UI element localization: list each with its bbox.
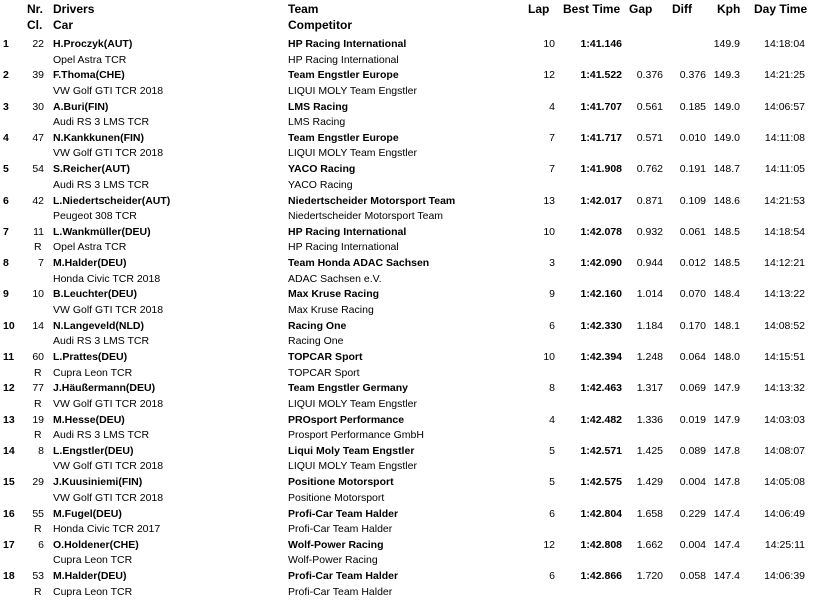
- table-row: [0, 350, 829, 381]
- table-row: [0, 475, 829, 506]
- gap: 0.561: [636, 100, 663, 113]
- day-time: 14:18:54: [764, 225, 805, 238]
- day-time: 14:21:25: [764, 69, 805, 82]
- team-name: Niedertscheider Motorsport Team: [288, 194, 456, 207]
- speed-kph: 148.4: [713, 288, 740, 301]
- gap: 1.014: [636, 288, 663, 301]
- lap-count: 12: [543, 69, 555, 82]
- position: 17: [3, 538, 15, 551]
- best-time: 1:42.575: [580, 476, 622, 489]
- driver-name: S.Reicher(AUT): [53, 163, 131, 176]
- lap-count: 7: [549, 163, 555, 176]
- lap-count: 7: [549, 131, 555, 144]
- position: 1: [3, 38, 9, 50]
- table-row: [0, 100, 829, 131]
- speed-kph: 149.9: [713, 38, 740, 50]
- team-name: Team Engstler Germany: [288, 382, 409, 395]
- position: 8: [3, 257, 9, 270]
- header-kph: Kph: [717, 2, 741, 16]
- speed-kph: 147.4: [713, 507, 740, 520]
- position: 7: [3, 225, 9, 238]
- table-row: [0, 37, 829, 68]
- driver-name: M.Halder(DEU): [53, 570, 127, 583]
- driver-name: J.Häußermann(DEU): [53, 382, 156, 395]
- header-lap: Lap: [528, 2, 550, 16]
- lap-count: 5: [549, 476, 555, 489]
- day-time: 14:08:07: [764, 444, 805, 457]
- position: 13: [3, 413, 15, 426]
- lap-count: 6: [549, 319, 555, 332]
- gap: 1.248: [636, 351, 663, 363]
- team-name: Profi-Car Team Halder: [288, 570, 399, 583]
- speed-kph: 147.4: [713, 570, 740, 583]
- diff: 0.061: [679, 225, 706, 238]
- car-number: 53: [32, 570, 44, 583]
- best-time: 1:42.090: [580, 257, 622, 270]
- position: 5: [3, 163, 9, 176]
- gap: 1.720: [636, 570, 663, 583]
- lap-count: 6: [549, 507, 555, 520]
- team-name: HP Racing International: [288, 38, 407, 50]
- lap-count: 12: [543, 538, 555, 551]
- position: 3: [3, 100, 9, 113]
- car-number: 54: [32, 163, 44, 176]
- position: 10: [3, 319, 15, 332]
- team-name: TOPCAR Sport: [288, 351, 363, 363]
- car-model: VW Golf GTI TCR 2018: [53, 397, 164, 410]
- gap: 0.762: [636, 163, 663, 176]
- car-model: VW Golf GTI TCR 2018: [53, 147, 164, 160]
- driver-name: J.Kuusiniemi(FIN): [53, 476, 143, 489]
- header-car: Car: [53, 18, 74, 32]
- driver-name: L.Wankmüller(DEU): [53, 225, 151, 238]
- car-model: Honda Civic TCR 2018: [53, 272, 161, 285]
- car-number: 8: [38, 444, 44, 457]
- speed-kph: 147.8: [713, 444, 740, 457]
- team-name: Team Engstler Europe: [288, 131, 399, 144]
- driver-name: L.Prattes(DEU): [53, 351, 128, 363]
- gap: 0.871: [636, 194, 663, 207]
- gap: 0.571: [636, 131, 663, 144]
- car-number: 42: [32, 194, 44, 207]
- team-name: Team Engstler Europe: [288, 69, 399, 82]
- best-time: 1:41.146: [580, 38, 622, 50]
- car-model: Cupra Leon TCR: [53, 585, 133, 598]
- header-team: Team: [288, 2, 319, 16]
- driver-name: F.Thoma(CHE): [53, 69, 125, 82]
- lap-count: 3: [549, 257, 555, 270]
- competitor-name: Max Kruse Racing: [288, 303, 374, 316]
- class-marker: R: [34, 585, 42, 598]
- lap-count: 6: [549, 570, 555, 583]
- table-row: [0, 287, 829, 318]
- speed-kph: 148.5: [713, 257, 740, 270]
- best-time: 1:42.463: [580, 382, 622, 395]
- car-number: 60: [32, 351, 44, 363]
- team-name: Racing One: [288, 319, 347, 332]
- table-row: [0, 162, 829, 193]
- team-name: Profi-Car Team Halder: [288, 507, 399, 520]
- table-row: [0, 131, 829, 162]
- gap: 0.376: [636, 69, 663, 82]
- car-model: Audi RS 3 LMS TCR: [53, 429, 150, 442]
- team-name: YACO Racing: [288, 163, 356, 176]
- car-model: Audi RS 3 LMS TCR: [53, 178, 150, 191]
- table-row: [0, 413, 829, 444]
- driver-name: N.Kankkunen(FIN): [53, 131, 145, 144]
- class-marker: R: [34, 429, 42, 442]
- speed-kph: 149.0: [713, 131, 740, 144]
- speed-kph: 147.9: [713, 413, 740, 426]
- diff: 0.019: [679, 413, 706, 426]
- best-time: 1:41.717: [580, 131, 622, 144]
- lap-count: 9: [549, 288, 555, 301]
- lap-count: 4: [549, 413, 555, 426]
- speed-kph: 148.0: [713, 351, 740, 363]
- driver-name: H.Proczyk(AUT): [53, 38, 133, 50]
- header-gap: Gap: [629, 2, 653, 16]
- gap: 1.425: [636, 444, 663, 457]
- team-name: Wolf-Power Racing: [288, 538, 384, 551]
- car-number: 29: [32, 476, 44, 489]
- competitor-name: Positione Motorsport: [288, 491, 385, 504]
- car-model: VW Golf GTI TCR 2018: [53, 460, 164, 473]
- diff: 0.012: [679, 257, 706, 270]
- lap-count: 13: [543, 194, 555, 207]
- diff: 0.170: [679, 319, 706, 332]
- car-number: 55: [32, 507, 44, 520]
- car-model: Cupra Leon TCR: [53, 554, 133, 567]
- car-number: 30: [32, 100, 44, 113]
- diff: 0.089: [679, 444, 706, 457]
- car-model: Opel Astra TCR: [53, 53, 127, 66]
- speed-kph: 149.3: [713, 69, 740, 82]
- best-time: 1:42.160: [580, 288, 622, 301]
- best-time: 1:41.908: [580, 163, 622, 176]
- competitor-name: TOPCAR Sport: [288, 366, 360, 379]
- header-nr: Nr.: [27, 2, 44, 16]
- car-model: VW Golf GTI TCR 2018: [53, 303, 164, 316]
- car-number: 10: [32, 288, 44, 301]
- team-name: PROsport Performance: [288, 413, 405, 426]
- diff: 0.010: [679, 131, 706, 144]
- diff: 0.070: [679, 288, 706, 301]
- diff: 0.064: [679, 351, 706, 363]
- competitor-name: Wolf-Power Racing: [288, 554, 378, 567]
- diff: 0.191: [679, 163, 706, 176]
- gap: 1.336: [636, 413, 663, 426]
- competitor-name: HP Racing International: [288, 53, 399, 66]
- table-row: [0, 68, 829, 99]
- best-time: 1:42.482: [580, 413, 622, 426]
- car-model: Audi RS 3 LMS TCR: [53, 116, 150, 129]
- header-cl: Cl.: [27, 18, 43, 32]
- car-number: 7: [38, 257, 44, 270]
- competitor-name: Racing One: [288, 335, 344, 348]
- table-row: [0, 538, 829, 569]
- position: 14: [3, 444, 15, 457]
- car-number: 77: [32, 382, 44, 395]
- best-time: 1:42.571: [580, 444, 622, 457]
- class-marker: R: [34, 241, 42, 254]
- day-time: 14:18:04: [764, 38, 805, 50]
- car-model: Peugeot 308 TCR: [53, 210, 137, 222]
- best-time: 1:42.866: [580, 570, 622, 583]
- team-name: LMS Racing: [288, 100, 349, 113]
- best-time: 1:42.808: [580, 538, 622, 551]
- best-time: 1:41.522: [580, 69, 622, 82]
- header-competitor: Competitor: [288, 18, 352, 32]
- speed-kph: 148.6: [713, 194, 740, 207]
- driver-name: M.Fugel(DEU): [53, 507, 122, 520]
- gap: 1.662: [636, 538, 663, 551]
- competitor-name: LIQUI MOLY Team Engstler: [288, 84, 417, 97]
- lap-count: 5: [549, 444, 555, 457]
- best-time: 1:42.330: [580, 319, 622, 332]
- day-time: 14:06:49: [764, 507, 805, 520]
- header-diff: Diff: [672, 2, 692, 16]
- driver-name: M.Halder(DEU): [53, 257, 127, 270]
- car-number: 19: [32, 413, 44, 426]
- car-number: 39: [32, 69, 44, 82]
- diff: 0.185: [679, 100, 706, 113]
- car-number: 22: [32, 38, 44, 50]
- gap: 1.317: [636, 382, 663, 395]
- diff: 0.109: [679, 194, 706, 207]
- driver-name: A.Buri(FIN): [53, 100, 109, 113]
- gap: 1.658: [636, 507, 663, 520]
- speed-kph: 148.7: [713, 163, 740, 176]
- table-row: [0, 256, 829, 287]
- team-name: Positione Motorsport: [288, 476, 394, 489]
- day-time: 14:21:53: [764, 194, 805, 207]
- car-model: VW Golf GTI TCR 2018: [53, 491, 164, 504]
- competitor-name: LIQUI MOLY Team Engstler: [288, 460, 417, 473]
- team-name: Max Kruse Racing: [288, 288, 380, 301]
- car-number: 6: [38, 538, 44, 551]
- diff: 0.069: [679, 382, 706, 395]
- lap-count: 10: [543, 38, 555, 50]
- competitor-name: Profi-Car Team Halder: [288, 523, 393, 535]
- class-marker: R: [34, 523, 42, 535]
- best-time: 1:41.707: [580, 100, 622, 113]
- best-time: 1:42.017: [580, 194, 622, 207]
- speed-kph: 148.1: [713, 319, 740, 332]
- day-time: 14:06:39: [764, 570, 805, 583]
- day-time: 14:13:32: [764, 382, 805, 395]
- position: 4: [3, 131, 9, 144]
- table-row: [0, 507, 829, 538]
- speed-kph: 147.4: [713, 538, 740, 551]
- best-time: 1:42.394: [580, 351, 622, 363]
- lap-count: 8: [549, 382, 555, 395]
- driver-name: M.Hesse(DEU): [53, 413, 125, 426]
- speed-kph: 147.9: [713, 382, 740, 395]
- speed-kph: 149.0: [713, 100, 740, 113]
- car-number: 47: [32, 131, 44, 144]
- car-model: Opel Astra TCR: [53, 241, 127, 254]
- diff: 0.004: [679, 476, 706, 489]
- day-time: 14:13:22: [764, 288, 805, 301]
- diff: 0.376: [679, 69, 706, 82]
- position: 11: [3, 351, 15, 363]
- competitor-name: Prosport Performance GmbH: [288, 429, 424, 442]
- speed-kph: 148.5: [713, 225, 740, 238]
- position: 9: [3, 288, 9, 301]
- table-row: [0, 444, 829, 475]
- driver-name: N.Langeveld(NLD): [53, 319, 145, 332]
- car-model: Audi RS 3 LMS TCR: [53, 335, 150, 348]
- driver-name: L.Engstler(DEU): [53, 444, 134, 457]
- gap: 1.429: [636, 476, 663, 489]
- gap: 0.944: [636, 257, 663, 270]
- table-row: [0, 381, 829, 412]
- team-name: HP Racing International: [288, 225, 407, 238]
- position: 12: [3, 382, 15, 395]
- position: 2: [3, 69, 9, 82]
- lap-count: 4: [549, 100, 555, 113]
- position: 15: [3, 476, 15, 489]
- competitor-name: HP Racing International: [288, 241, 399, 254]
- day-time: 14:11:05: [764, 163, 805, 176]
- diff: 0.229: [679, 507, 706, 520]
- lap-count: 10: [543, 351, 555, 363]
- diff: 0.058: [679, 570, 706, 583]
- car-model: VW Golf GTI TCR 2018: [53, 84, 164, 97]
- car-number: 14: [32, 319, 44, 332]
- competitor-name: Profi-Car Team Halder: [288, 585, 393, 598]
- day-time: 14:03:03: [764, 413, 805, 426]
- car-number: 11: [33, 225, 44, 238]
- driver-name: B.Leuchter(DEU): [53, 288, 138, 301]
- day-time: 14:05:08: [764, 476, 805, 489]
- position: 6: [3, 194, 9, 207]
- results-table-header: [0, 0, 829, 34]
- speed-kph: 147.8: [713, 476, 740, 489]
- day-time: 14:11:08: [764, 131, 805, 144]
- position: 16: [3, 507, 15, 520]
- best-time: 1:42.804: [580, 507, 622, 520]
- table-row: [0, 569, 829, 600]
- best-time: 1:42.078: [580, 225, 622, 238]
- competitor-name: ADAC Sachsen e.V.: [288, 272, 382, 285]
- diff: 0.004: [679, 538, 706, 551]
- table-row: [0, 225, 829, 256]
- competitor-name: LIQUI MOLY Team Engstler: [288, 147, 417, 160]
- day-time: 14:15:51: [764, 351, 805, 363]
- table-row: [0, 319, 829, 350]
- competitor-name: LMS Racing: [288, 116, 346, 129]
- competitor-name: YACO Racing: [288, 178, 353, 191]
- day-time: 14:25:11: [764, 538, 805, 551]
- lap-count: 10: [543, 225, 555, 238]
- day-time: 14:06:57: [764, 100, 805, 113]
- competitor-name: LIQUI MOLY Team Engstler: [288, 397, 417, 410]
- day-time: 14:12:21: [764, 257, 805, 270]
- gap: 0.932: [636, 225, 663, 238]
- position: 18: [3, 570, 15, 583]
- header-best-time: Best Time: [563, 2, 621, 16]
- car-model: Cupra Leon TCR: [53, 366, 133, 379]
- class-marker: R: [34, 366, 42, 379]
- team-name: Liqui Moly Team Engstler: [288, 444, 415, 457]
- gap: 1.184: [636, 319, 663, 332]
- car-model: Honda Civic TCR 2017: [53, 523, 161, 535]
- header-drivers: Drivers: [53, 2, 95, 16]
- class-marker: R: [34, 397, 42, 410]
- team-name: Team Honda ADAC Sachsen: [288, 257, 430, 270]
- competitor-name: Niedertscheider Motorsport Team: [288, 210, 444, 222]
- table-row: [0, 194, 829, 225]
- driver-name: O.Holdener(CHE): [53, 538, 139, 551]
- driver-name: L.Niedertscheider(AUT): [53, 194, 171, 207]
- header-day-time: Day Time: [754, 2, 808, 16]
- day-time: 14:08:52: [764, 319, 805, 332]
